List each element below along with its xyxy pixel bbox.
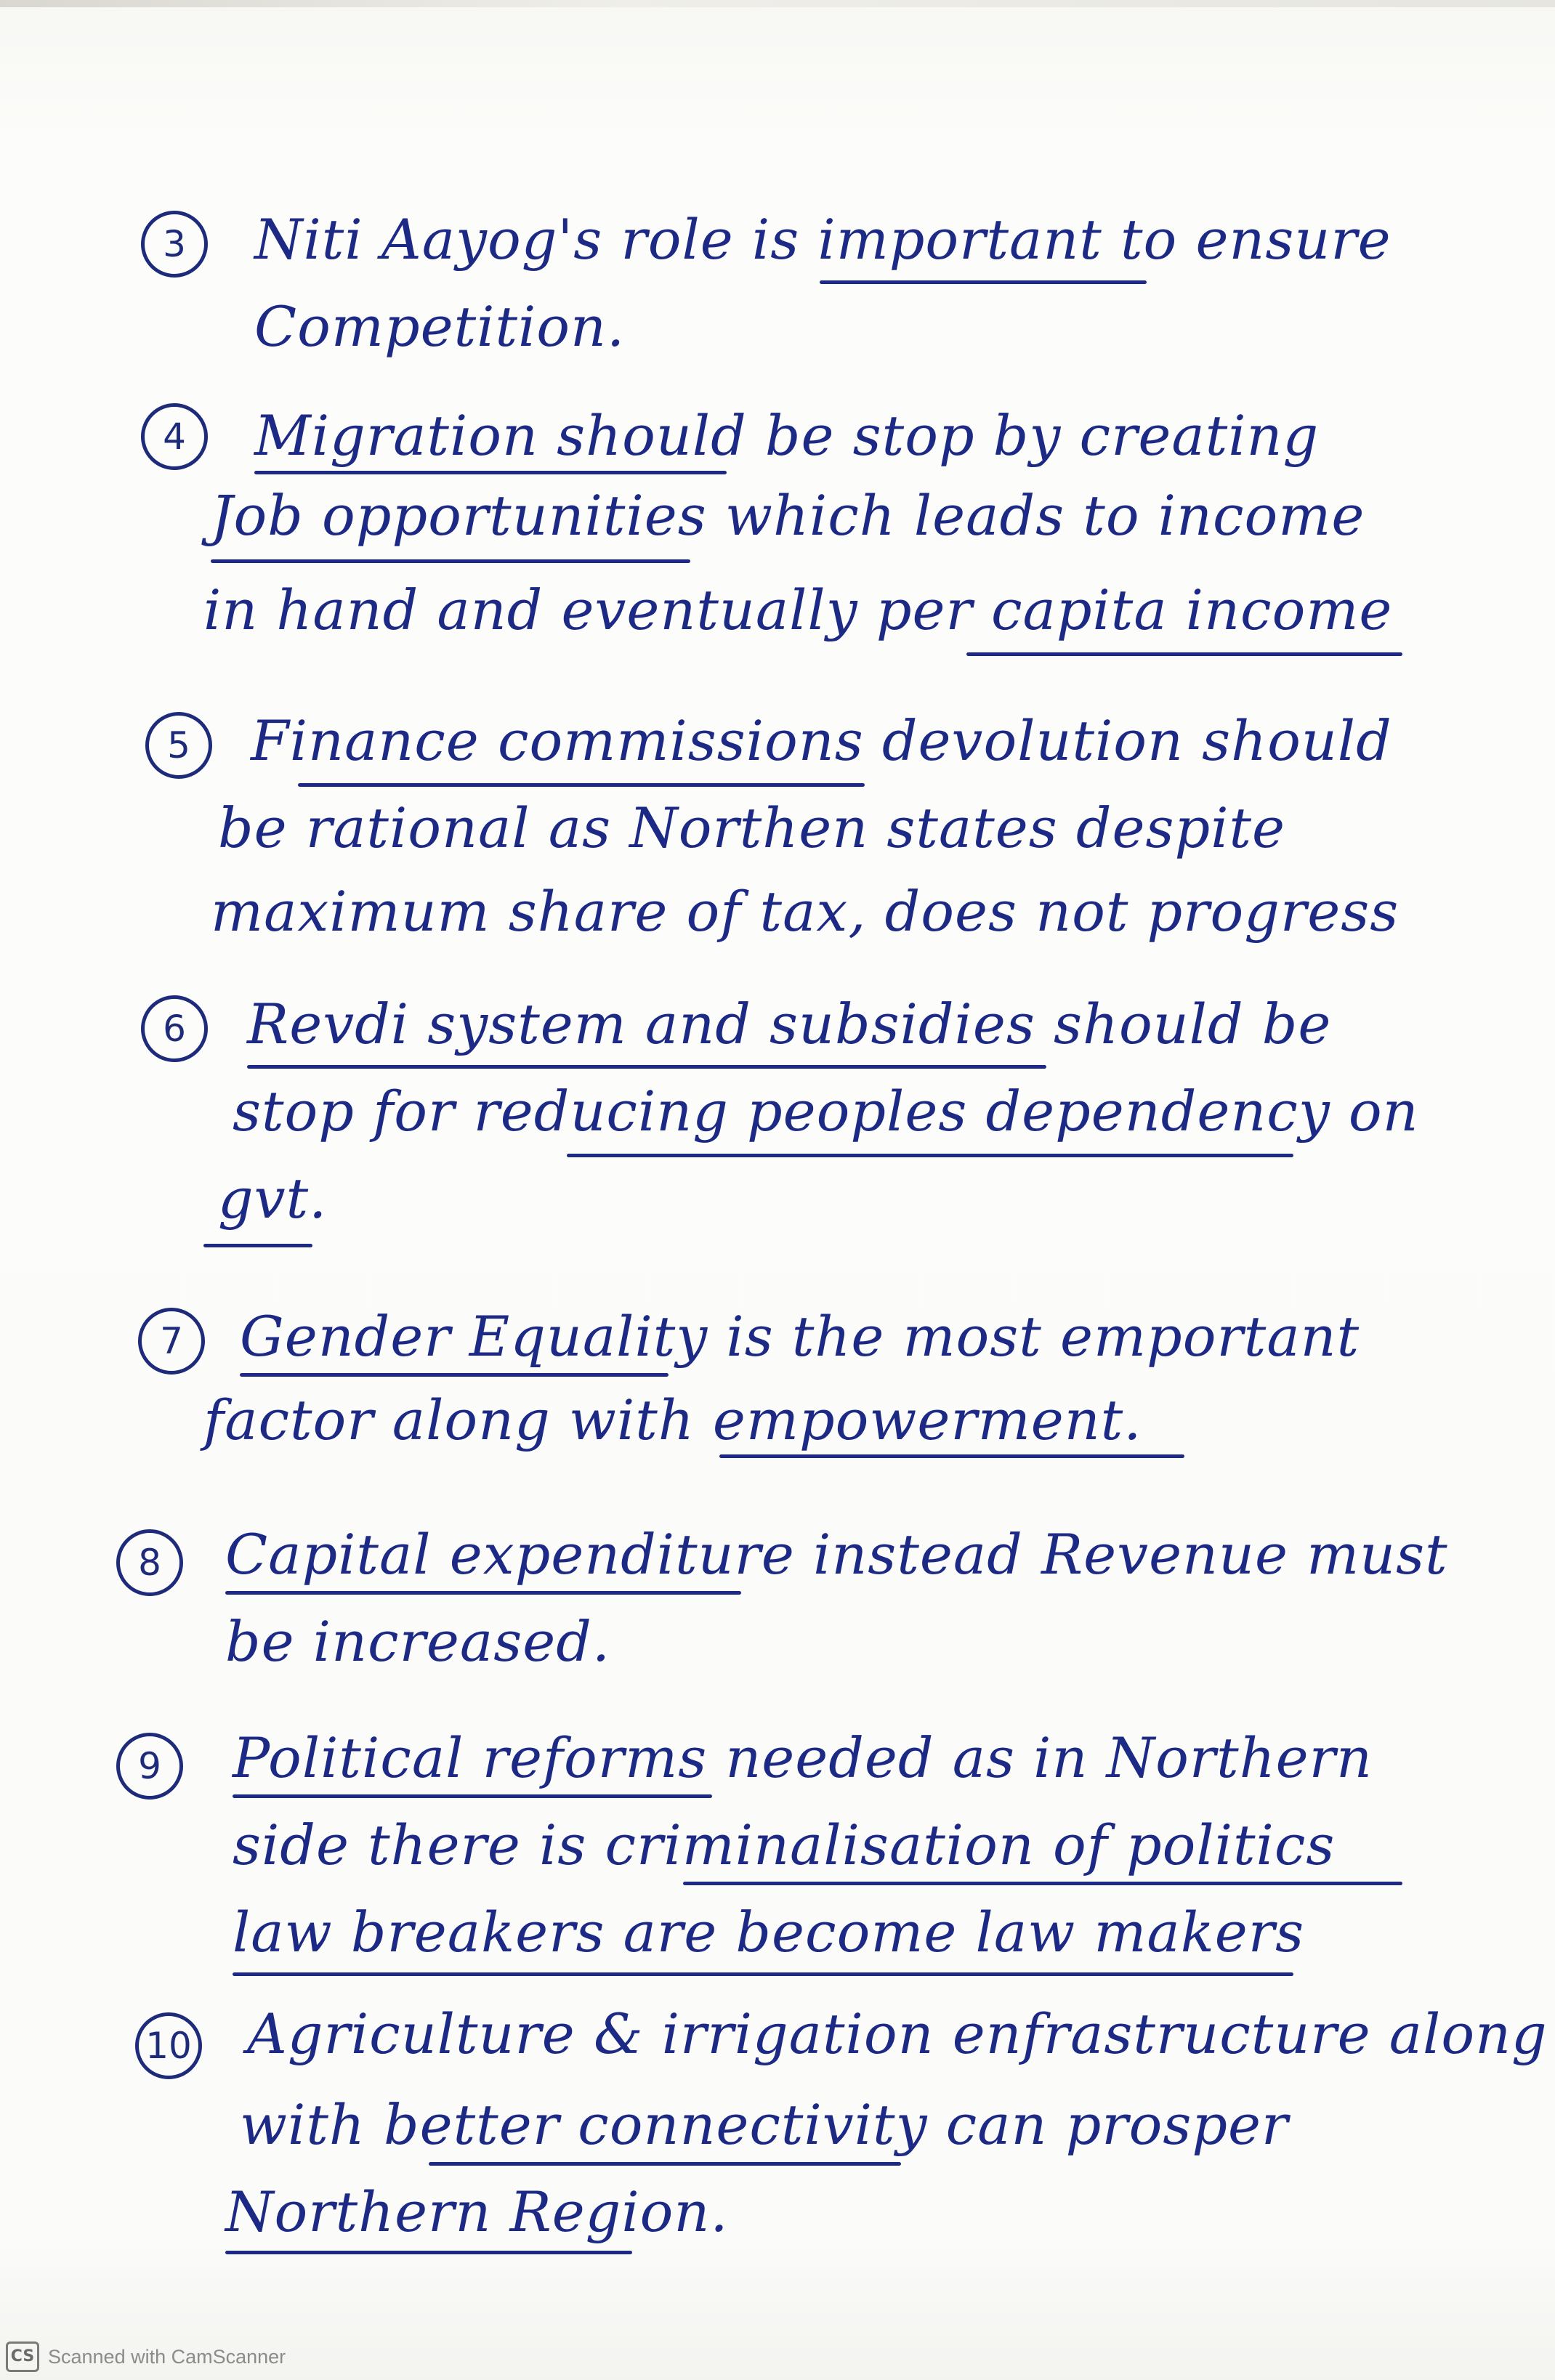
item-9-line-1: Political reforms needed as in Northern xyxy=(233,1725,1373,1790)
item-number-circle: 10 xyxy=(135,2012,202,2079)
underline-finance-commissions xyxy=(298,783,865,787)
underline-reducing-dependency xyxy=(567,1154,1293,1157)
underline-migration xyxy=(254,471,727,474)
underline-gvt xyxy=(203,1244,312,1247)
item-8-line-1: Capital expenditure instead Revenue must xyxy=(225,1522,1448,1587)
item-number-circle: 6 xyxy=(141,995,208,1062)
item-8-line-2: be increased. xyxy=(225,1609,611,1674)
underline-per-capita xyxy=(966,652,1402,656)
item-4-line-3: in hand and eventually per capita income xyxy=(203,578,1393,642)
item-5-line-1: Finance commissions devolution should xyxy=(251,708,1392,773)
underline-empowerment xyxy=(719,1454,1184,1458)
page-top-edge xyxy=(0,0,1555,7)
watermark-text: Scanned with CamScanner xyxy=(48,2345,286,2368)
item-6-line-1: Revdi system and subsidies should be xyxy=(247,992,1332,1056)
underline-political-reforms xyxy=(233,1794,712,1798)
underline-law-breakers xyxy=(233,1972,1293,1976)
item-6-line-3: gvt. xyxy=(218,1166,328,1231)
item-9-line-2: side there is criminalisation of politics xyxy=(233,1813,1336,1877)
item-3-line-2: Competition. xyxy=(254,294,626,359)
scanner-watermark xyxy=(6,2339,286,2374)
item-4-line-2: Job opportunities which leads to income xyxy=(211,483,1365,548)
item-10-line-2: with better connectivity can prosper xyxy=(240,2092,1289,2157)
underline-capital-expenditure xyxy=(225,1591,741,1595)
item-number-circle: 3 xyxy=(141,211,208,278)
item-number-circle: 9 xyxy=(116,1733,183,1800)
underline-job-opportunities xyxy=(211,559,690,563)
item-6-line-2: stop for reducing peoples dependency on xyxy=(233,1079,1419,1144)
underline-criminalisation xyxy=(683,1882,1402,1885)
camscanner-logo-icon: CS xyxy=(6,2341,39,2372)
item-9-line-3: law breakers are become law makers xyxy=(233,1900,1305,1964)
item-number-circle: 8 xyxy=(116,1529,183,1596)
item-7-line-1: Gender Equality is the most emportant xyxy=(240,1304,1360,1369)
item-3-line-1: Niti Aayog's role is important to ensure xyxy=(254,207,1392,272)
item-5-line-2: be rational as Northen states despite xyxy=(218,796,1286,860)
item-10-line-1: Agriculture & irrigation enfrastructure along xyxy=(247,2001,1548,2066)
item-number-circle: 7 xyxy=(138,1308,205,1375)
item-4-line-1: Migration should be stop by creating xyxy=(254,403,1320,468)
underline-northern-region xyxy=(225,2251,632,2254)
item-10-line-3: Northern Region. xyxy=(225,2179,729,2244)
underline-revdi-subsidies xyxy=(247,1065,1046,1069)
item-5-line-3: maximum share of tax, does not progress xyxy=(211,879,1400,944)
underline-better-connectivity xyxy=(429,2162,901,2166)
item-7-line-2: factor along with empowerment. xyxy=(203,1388,1142,1452)
item-number-circle: 4 xyxy=(141,403,208,470)
underline-gender-equality xyxy=(240,1373,669,1377)
underline-important xyxy=(820,280,1147,284)
item-number-circle: 5 xyxy=(145,712,212,779)
